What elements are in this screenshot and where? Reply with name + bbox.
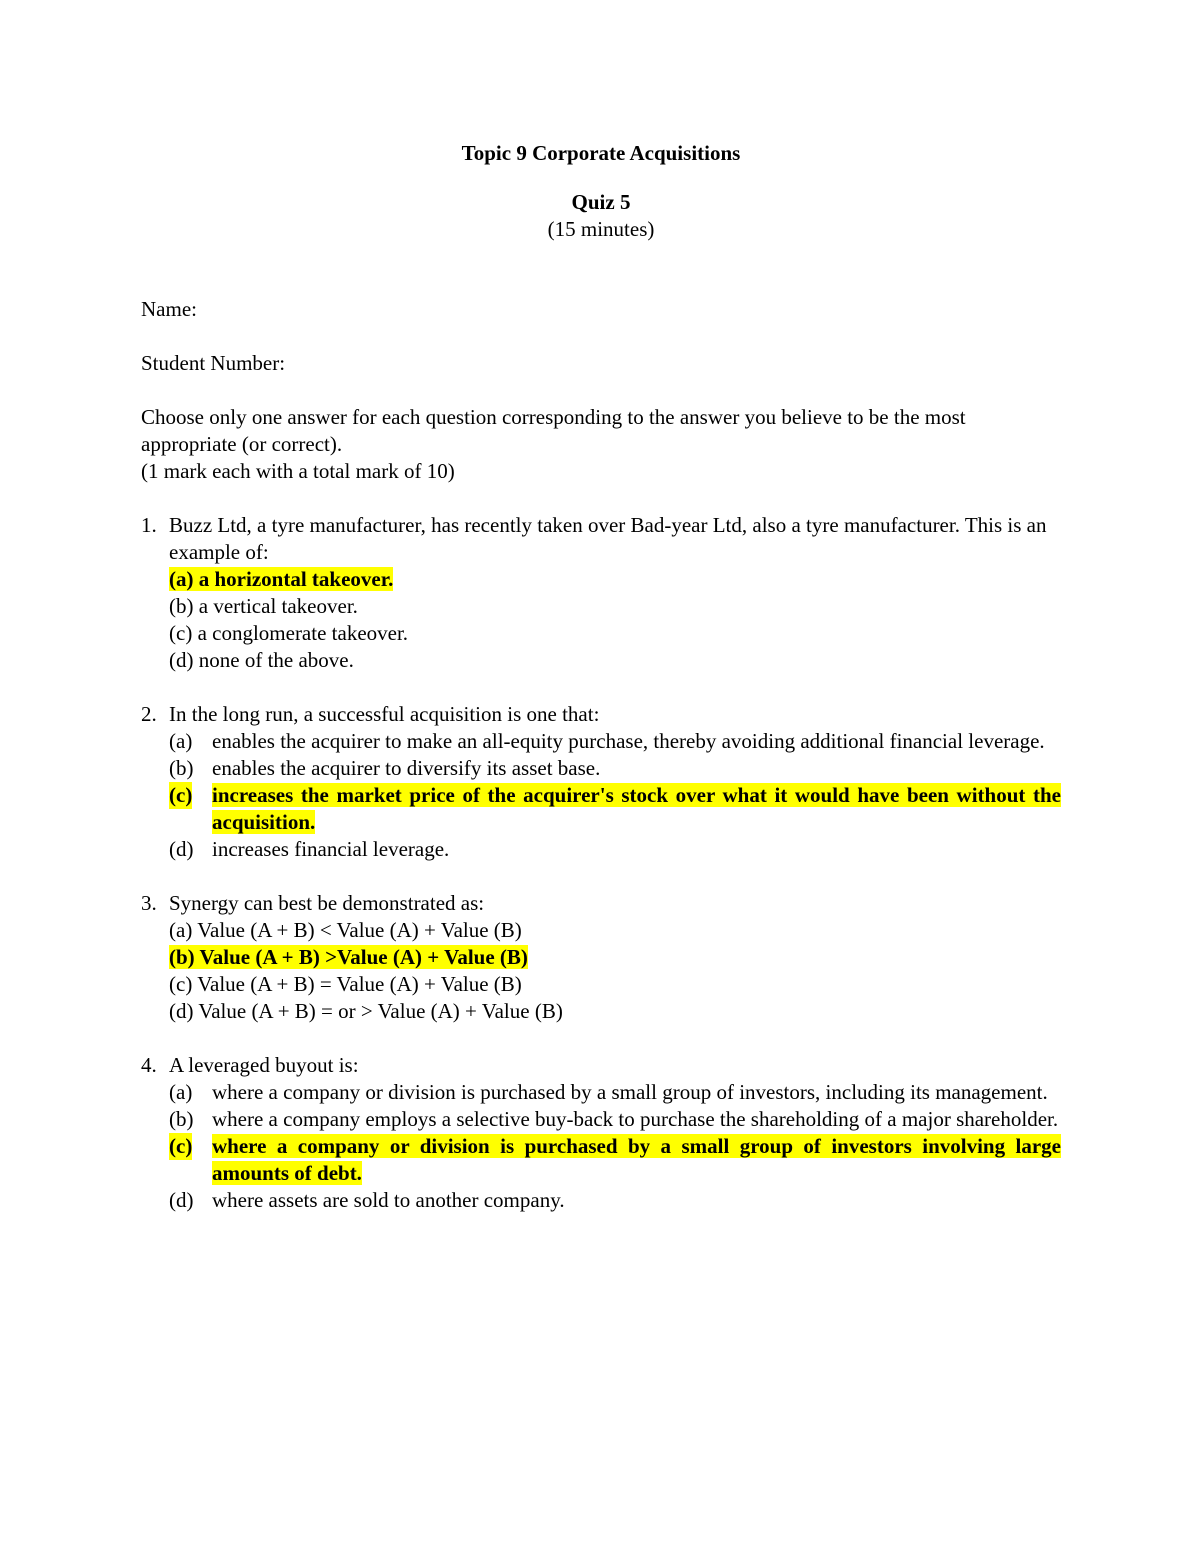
option-text: increases financial leverage. (212, 837, 450, 861)
option-text: none of the above. (198, 648, 354, 672)
option-text: a vertical takeover. (198, 594, 358, 618)
name-label: Name: (141, 297, 197, 321)
option-text: enables the acquirer to make an all-equity purchase, thereby avoiding additional financial leverage. (212, 729, 1045, 753)
option-text: a conglomerate takeover. (197, 621, 409, 645)
option-label: (b) (169, 1107, 194, 1131)
question-list (141, 512, 1061, 1214)
option-text: where a company or division is purchased by a small group of investors, including its management. (212, 1080, 1048, 1104)
question-text: Synergy can best be demonstrated as: (169, 891, 485, 915)
option-text: enables the acquirer to diversify its asset base. (212, 756, 601, 780)
option-label: (d) (169, 837, 194, 861)
option-list (169, 917, 1061, 1025)
question-text: A leveraged buyout is: (169, 1053, 359, 1077)
option-1a (169, 566, 1061, 593)
option-text: Value (A + B) < Value (A) + Value (B) (197, 918, 522, 942)
option-list (169, 1079, 1061, 1214)
quiz-page (141, 140, 1061, 1241)
instructions-text: Choose only one answer for each question corresponding to the answer you believe to be the most appropriate (or correct). (141, 405, 966, 456)
question-text: In the long run, a successful acquisition is one that: (169, 702, 600, 726)
quiz-title: Quiz 5 (571, 190, 631, 214)
option-label: (a) (169, 567, 194, 591)
option-label: (a) (169, 729, 193, 753)
option-label: (d) (169, 648, 194, 672)
option-label: (c) (169, 1134, 193, 1158)
correct-answer-highlight (169, 567, 393, 591)
option-4b (169, 1106, 1061, 1133)
option-text: a horizontal takeover. (198, 567, 394, 591)
option-3a (169, 917, 1061, 944)
option-label: (b) (169, 594, 194, 618)
question-3 (141, 890, 1061, 1025)
correct-answer-highlight: where a company or division is purchased by a small group of investors involving large amounts of debt. (212, 1134, 1061, 1185)
option-3b (169, 944, 1061, 971)
option-label: (b) (169, 756, 194, 780)
option-4c (169, 1133, 1061, 1187)
option-label: (a) (169, 918, 193, 942)
question-2 (141, 701, 1061, 863)
option-text: Value (A + B) = or > Value (A) + Value (B) (198, 999, 563, 1023)
question-number: 1. (141, 513, 157, 537)
option-list (169, 566, 1061, 674)
option-2c (169, 782, 1061, 836)
question-number: 4. (141, 1053, 157, 1077)
option-3d (169, 998, 1061, 1025)
option-label: (d) (169, 999, 194, 1023)
question-4 (141, 1052, 1061, 1214)
option-list (169, 728, 1061, 863)
option-text: Value (A + B) = Value (A) + Value (B) (197, 972, 522, 996)
question-number: 2. (141, 702, 157, 726)
option-1c (169, 620, 1061, 647)
option-label: (c) (169, 972, 193, 996)
option-4d (169, 1187, 1061, 1214)
option-label: (a) (169, 1080, 193, 1104)
correct-answer-highlight (169, 945, 528, 969)
option-4a (169, 1079, 1061, 1106)
option-text: where a company employs a selective buy-back to purchase the shareholding of a major shareholder. (212, 1107, 1059, 1131)
option-1d (169, 647, 1061, 674)
correct-answer-highlight: increases the market price of the acquirer's stock over what it would have been without the acquisition. (212, 783, 1061, 834)
marks-note: (1 mark each with a total mark of 10) (141, 459, 455, 483)
page-title: Topic 9 Corporate Acquisitions (461, 141, 741, 165)
student-number-label: Student Number: (141, 351, 286, 375)
option-label: (d) (169, 1188, 194, 1212)
option-2b (169, 755, 1061, 782)
quiz-duration: (15 minutes) (547, 217, 655, 241)
option-label: (c) (169, 783, 193, 807)
question-text: Buzz Ltd, a tyre manufacturer, has recently taken over Bad-year Ltd, also a tyre manufacturer. This is an example of: (169, 513, 1047, 564)
option-1b (169, 593, 1061, 620)
option-label: (b) (169, 945, 195, 969)
option-text: where assets are sold to another company. (212, 1188, 565, 1212)
option-3c (169, 971, 1061, 998)
option-label: (c) (169, 621, 193, 645)
option-2a (169, 728, 1061, 755)
option-text: Value (A + B) >Value (A) + Value (B) (199, 945, 528, 969)
question-1 (141, 512, 1061, 674)
option-2d (169, 836, 1061, 863)
question-number: 3. (141, 891, 157, 915)
